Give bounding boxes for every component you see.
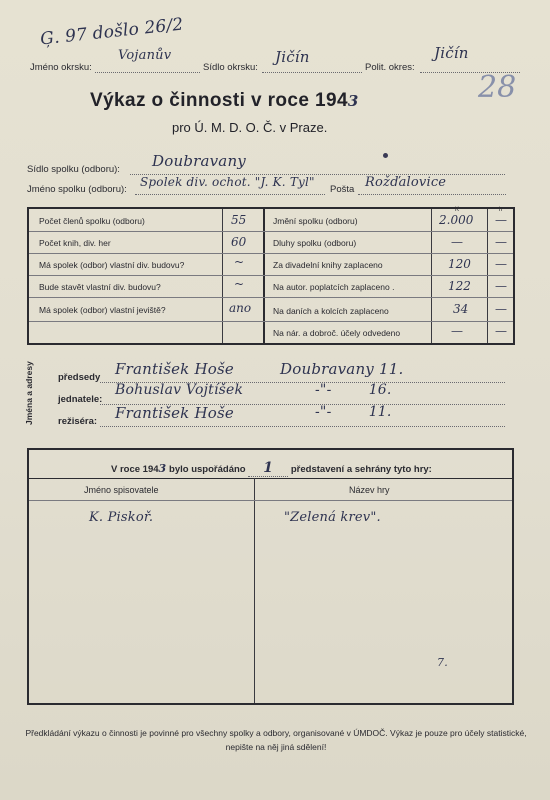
club-seat-label: Sídlo spolku (odboru): bbox=[27, 164, 120, 175]
stats-row-line bbox=[29, 275, 513, 276]
stat-charity-h: — bbox=[495, 324, 507, 338]
header-k: K bbox=[455, 207, 460, 213]
stat-author-fees-h: — bbox=[495, 279, 507, 293]
stat-building-value: ~ bbox=[234, 255, 245, 269]
col-author-header: Jméno spisovatele bbox=[84, 485, 159, 495]
stat-charity-label: Na nár. a dobroč. účely odvedeno bbox=[273, 328, 401, 338]
stats-divider-mid bbox=[263, 209, 265, 343]
district-label: Jméno okrsku: bbox=[30, 62, 92, 73]
plays-header-year: 3 bbox=[158, 462, 167, 475]
post-label: Pošta bbox=[330, 184, 355, 195]
stat-books-paid-label: Za divadelní knihy zaplaceno bbox=[273, 260, 383, 270]
stat-stage-label: Má spolek (odbor) vlastní jeviště? bbox=[39, 305, 166, 315]
plays-header-prefix: V roce 194 bbox=[111, 464, 159, 475]
seat-district-dotline bbox=[262, 72, 362, 73]
plays-header bbox=[111, 460, 432, 477]
stats-row-line bbox=[29, 231, 513, 232]
stat-build-plan-value: ~ bbox=[234, 277, 245, 291]
stat-debts-k: — bbox=[451, 235, 463, 249]
seat-district-value: Jičín bbox=[275, 48, 310, 66]
secretary-address: -"- 16. bbox=[315, 382, 392, 398]
stat-books-value: 60 bbox=[231, 235, 247, 249]
stat-assets-label: Jmění spolku (odboru) bbox=[273, 216, 358, 226]
stats-row-line bbox=[29, 253, 513, 254]
club-name-label: Jméno spolku (odboru): bbox=[27, 184, 127, 195]
district-dotline bbox=[95, 72, 200, 73]
page-mark: 7. bbox=[437, 656, 448, 669]
stat-members-label: Počet členů spolku (odboru) bbox=[39, 216, 145, 226]
director-name: František Hoše bbox=[115, 404, 234, 422]
stat-stage-value: ano bbox=[229, 301, 252, 315]
title-prefix: Výkaz o činnosti v roce 194 bbox=[90, 90, 348, 111]
stats-row-line bbox=[29, 297, 513, 298]
stat-assets-k: 2.000 bbox=[439, 213, 474, 227]
post-dotline bbox=[358, 194, 506, 195]
ink-dot bbox=[383, 153, 388, 158]
chairman-label: předsedy bbox=[58, 372, 101, 383]
names-side-label: Jména a adresy bbox=[24, 361, 34, 425]
plays-column-divider bbox=[254, 478, 255, 703]
registry-note: Ģ. 97 došlo 26/2 bbox=[39, 14, 185, 50]
stats-table bbox=[27, 207, 515, 345]
plays-count: 1 bbox=[248, 460, 288, 477]
plays-header-suffix: představení a sehrány tyto hry: bbox=[290, 464, 432, 475]
play-title: "Zelená krev". bbox=[284, 510, 381, 525]
club-name-dotline bbox=[135, 194, 325, 195]
district-value: Vojanův bbox=[118, 48, 172, 63]
post-value: Rožďalovice bbox=[365, 175, 447, 190]
page-title bbox=[90, 90, 359, 112]
stat-author-fees-k: 122 bbox=[448, 279, 471, 293]
stat-debts-h: — bbox=[495, 235, 507, 249]
political-district-value: Jičín bbox=[434, 44, 469, 62]
page-subtitle: pro Ú. M. D. O. Č. v Praze. bbox=[172, 120, 328, 135]
secretary-label: jednatele: bbox=[58, 394, 103, 405]
director-address: -"- 11. bbox=[315, 404, 392, 420]
director-label: režiséra: bbox=[58, 416, 98, 427]
chairman-name: František Hoše bbox=[115, 360, 234, 378]
seat-district-label: Sídlo okrsku: bbox=[203, 62, 258, 73]
plays-subheader-line bbox=[29, 500, 512, 501]
stat-books-paid-k: 120 bbox=[448, 257, 471, 271]
stats-divider bbox=[431, 209, 432, 343]
stat-books-paid-h: — bbox=[495, 257, 507, 271]
plays-table bbox=[27, 448, 514, 705]
stats-divider bbox=[487, 209, 488, 343]
corner-number: 28 bbox=[478, 70, 517, 105]
stat-author-fees-label: Na autor. poplatcích zaplaceno . bbox=[273, 282, 395, 292]
chairman-address: Doubravany 11. bbox=[280, 360, 404, 378]
title-year-digit: 3 bbox=[347, 92, 359, 110]
secretary-name: Bohuslav Vojtíšek bbox=[115, 382, 244, 398]
stat-books-label: Počet knih, div. her bbox=[39, 238, 111, 248]
stat-building-label: Má spolek (odbor) vlastní div. budovu? bbox=[39, 260, 185, 270]
footer-note: Předkládání výkazu o činnosti je povinné pro všechny spolky a odbory, organisované v ÚMDOČ. Výkaz je pouze pro účely statistické, nepište na něj jiná sdělení! bbox=[25, 728, 527, 752]
stat-taxes-h: — bbox=[495, 302, 507, 316]
stats-row-line bbox=[29, 321, 513, 322]
stat-taxes-k: 34 bbox=[453, 302, 469, 316]
stat-assets-h: — bbox=[495, 213, 507, 227]
stat-build-plan-label: Bude stavět vlastní div. budovu? bbox=[39, 282, 161, 292]
play-author: K. Piskoř. bbox=[89, 510, 154, 525]
club-name-value: Spolek div. ochot. "J. K. Tyl" bbox=[140, 175, 315, 189]
stat-debts-label: Dluhy spolku (odboru) bbox=[273, 238, 357, 248]
stats-divider bbox=[222, 209, 223, 343]
plays-header-line bbox=[29, 478, 512, 479]
director-dotline bbox=[100, 426, 505, 427]
stat-charity-k: — bbox=[451, 324, 463, 338]
stat-members-value: 55 bbox=[231, 213, 247, 227]
plays-header-mid: bylo uspořádáno bbox=[169, 464, 246, 475]
col-title-header: Název hry bbox=[349, 485, 390, 495]
header-h: h bbox=[499, 207, 503, 213]
political-district-dotline bbox=[420, 72, 520, 73]
club-seat-value: Doubravany bbox=[152, 152, 246, 170]
stat-taxes-label: Na daních a kolcích zaplaceno bbox=[273, 306, 389, 316]
political-district-label: Polit. okres: bbox=[365, 62, 415, 73]
